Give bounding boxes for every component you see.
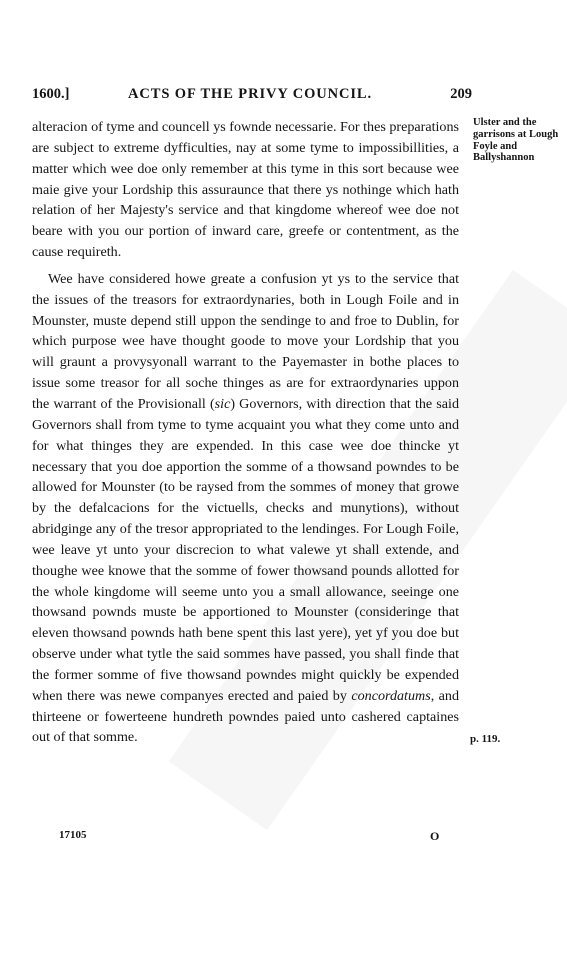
paragraph-2-text-c: , and thirteene or fowerteene hundreth powndes paied unto cashered captaines out of that somme. (32, 687, 459, 746)
footer-signature-mark: O (430, 829, 440, 843)
paragraph-2-text-a: Wee have considered howe greate a confusion yt ys to the service that the issues of the treasors for extraordynaries, both in Lough Foile and in Mounster, muste depend still uppon the sendinge to and froe to Dublin, for which purpose wee have thought goode to move your Lordship that you will graunt a provysyonall warrant to the Payemaster in bothe places to issue some treasor for all soche thinges as are for extraordynaries uppon the warrant of the Provisionall ( (32, 270, 459, 412)
margin-note: Ulster and the garrisons at Lough Foyle and Ballyshannon (473, 117, 559, 164)
footer-signature-number: 17105 (59, 829, 87, 841)
margin-page-reference: p. 119. (470, 733, 501, 745)
concordatums-italic: concordatums (351, 687, 431, 704)
paragraph-2-text-b: ) Governors, with direction that the said Governors shall from tyme to tyme acquaint you what they come unto and for what thinges they are expended. In this case wee doe thincke yt necessary that you doe apportion the somme of a thowsand powndes to be allowed for Mounster (to be raysed from the sommes of money that growe by the defalcacions for the victuells, checks and munytions), without abridginge any of the tresor appropriated to the lendinges. For Lough Foile, wee leave yt unto your discrecion to what valewe yt shall extende, and thoughe wee knowe that the somme of fower thowsand pounds allotted for the whole kingdome will seeme unto you a small allowance, seeinge one thowsand pownds muste be apportioned to Mounster (consideringe that eleven thowsand pownds hath bene spent this last yere), yet yf you doe but observe under what tytle the said sommes have passed, you shall finde that the former somme of five thowsand powndes might quickly be expended when there was newe companyes erected and paied by (32, 395, 459, 704)
paragraph-1: alteracion of tyme and councell ys fownde necessarie. For thes preparations are subject to extreme dyfficulties, nay at some tyme to impossibillities, a matter which wee doe only remember at this tyme in this sort because wee maie give your Lordship this assuraunce that there ys nothinge which hath relation of her Majesty's service and that kingdome whereof wee doe not beare with you our portion of inward care, greefe or contentment, as the cause requireth. (32, 119, 459, 261)
header-year: 1600.] (32, 86, 70, 102)
header-title: ACTS OF THE PRIVY COUNCIL. (128, 86, 373, 102)
main-text (32, 117, 459, 748)
header-page-number: 209 (450, 86, 472, 102)
running-header (32, 86, 472, 108)
sic-italic: sic (214, 395, 231, 412)
paragraph-2 (32, 269, 459, 748)
